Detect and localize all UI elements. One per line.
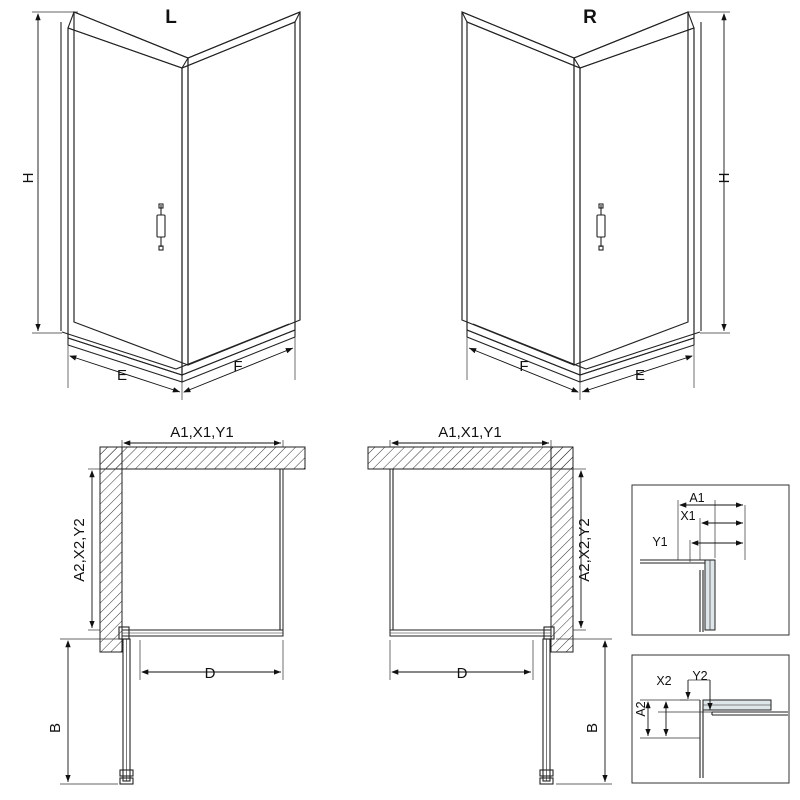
plan-right-top-dimension-label: A1,X1,Y1 xyxy=(438,424,502,441)
detail-top-label-y1: Y1 xyxy=(652,535,668,549)
door-handle-right xyxy=(597,204,605,250)
detail-bottom-label-a2: A2 xyxy=(634,701,648,717)
view-title-right: R xyxy=(583,7,597,28)
plan-right-depth-dimension-label: B xyxy=(584,722,601,734)
iso-view-right xyxy=(462,12,730,400)
dimension-label-e-left: E xyxy=(116,367,128,384)
plan-left-depth-dimension-label: B xyxy=(47,722,64,734)
dimension-label-h-left: H xyxy=(20,172,37,184)
door-leaf-right xyxy=(540,639,553,784)
plan-left-side-dimension-label: A2,X2,Y2 xyxy=(71,518,88,582)
detail-bottom-label-x2: X2 xyxy=(656,674,672,688)
door-leaf-left xyxy=(120,639,133,784)
dimension-label-h-right: H xyxy=(716,172,733,184)
detail-top-label-a1: A1 xyxy=(689,491,705,505)
dimension-label-f-left: F xyxy=(233,358,243,375)
iso-view-left xyxy=(32,12,300,400)
door-handle-left xyxy=(157,204,165,250)
plan-left-top-dimension-label: A1,X1,Y1 xyxy=(170,424,234,441)
dimension-label-f-right: E xyxy=(634,367,646,384)
view-title-left: L xyxy=(165,7,177,28)
dimension-label-e-right: F xyxy=(519,358,529,375)
detail-top-label-x1: X1 xyxy=(680,509,696,523)
plan-right-side-dimension-label: A2,X2,Y2 xyxy=(576,518,593,582)
detail-bottom-label-y2: Y2 xyxy=(692,669,708,683)
plan-left-door-dimension-label: D xyxy=(204,665,216,682)
plan-view-left xyxy=(60,440,305,784)
plan-view-right xyxy=(368,440,612,784)
plan-right-door-dimension-label: D xyxy=(456,665,468,682)
detail-view-top xyxy=(632,485,789,635)
